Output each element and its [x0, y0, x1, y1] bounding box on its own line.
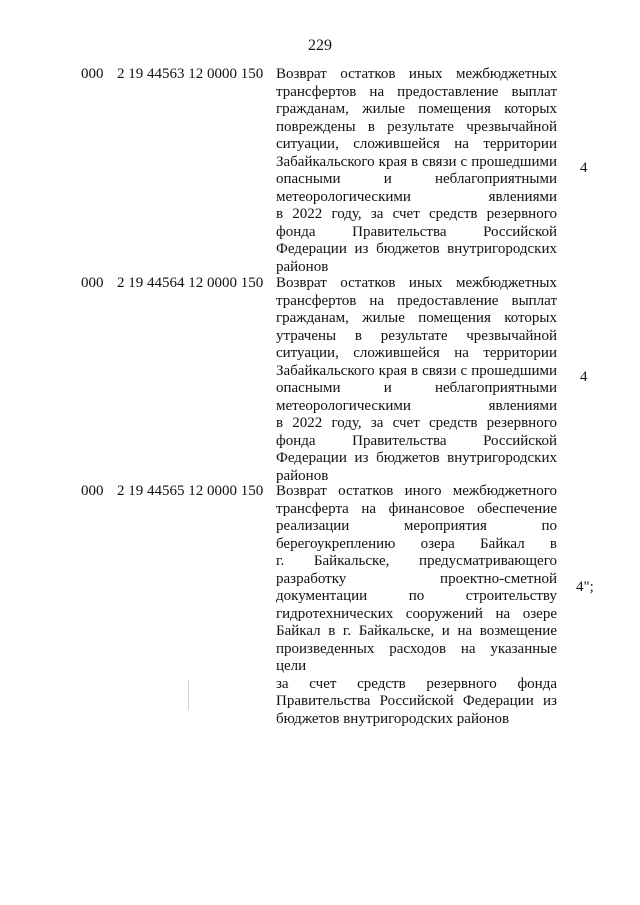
description-line: Правительства Российской Федерации из	[276, 693, 557, 709]
description-line: гражданам, жилые помещения которых	[276, 101, 557, 117]
description-line: метеорологическими явлениями	[276, 397, 557, 414]
description-line: Возврат остатков иных межбюджетных	[276, 275, 557, 291]
description-line: гидротехнических сооружений на озере	[276, 605, 557, 622]
income-description	[276, 275, 557, 485]
description-line: произведенных расходов на указанные цели	[276, 640, 557, 674]
description-line: трансферта на финансовое обеспечение	[276, 500, 557, 517]
amount: 4";	[576, 579, 594, 595]
description-line: ситуации, сложившейся на территории	[276, 345, 557, 361]
description-line: повреждены в результате чрезвычайной	[276, 118, 557, 135]
description-line: районов	[276, 467, 329, 484]
description-line: в 2022 году, за счет средств резервного	[276, 415, 557, 431]
description-line: утрачены в результате чрезвычайной	[276, 327, 557, 344]
description-line: Федерации из бюджетов внутригородских	[276, 450, 557, 466]
description-line: районов	[276, 258, 329, 275]
description-line: трансфертов на предоставление выплат	[276, 83, 557, 100]
description-line: Забайкальского края в связи с прошедшими	[276, 362, 557, 379]
admin-code: 000	[81, 275, 104, 291]
description-line: бюджетов внутригородских районов	[276, 710, 510, 727]
description-line: опасными и неблагоприятными	[276, 171, 557, 187]
amount: 4	[580, 160, 588, 176]
description-line: Возврат остатков иных межбюджетных	[276, 66, 557, 82]
description-line: в 2022 году, за счет средств резервного	[276, 206, 557, 222]
description-line: ситуации, сложившейся на территории	[276, 136, 557, 152]
description-line: берегоукреплению озера Байкал в	[276, 535, 557, 552]
description-line: опасными и неблагоприятными	[276, 380, 557, 396]
description-line: метеорологическими явлениями	[276, 188, 557, 205]
admin-code: 000	[81, 66, 104, 82]
amount: 4	[580, 369, 588, 385]
description-line: г. Байкальске, предусматривающего	[276, 553, 557, 569]
description-line: Федерации из бюджетов внутригородских	[276, 241, 557, 257]
description-line: гражданам, жилые помещения которых	[276, 310, 557, 326]
page-number: 229	[308, 37, 332, 54]
income-description	[276, 483, 557, 728]
description-line: документации по строительству	[276, 588, 557, 604]
description-line: Забайкальского края в связи с прошедшими	[276, 153, 557, 170]
description-line: Байкал в г. Байкальске, и на возмещение	[276, 623, 557, 639]
description-line: фонда Правительства Российской	[276, 223, 557, 240]
income-description	[276, 66, 557, 276]
budget-classification-code: 2 19 44565 12 0000 150	[117, 483, 264, 499]
description-line: трансфертов на предоставление выплат	[276, 292, 557, 309]
description-line: фонда Правительства Российской	[276, 432, 557, 449]
description-line: за счет средств резервного фонда	[276, 675, 557, 692]
scan-artifact	[188, 680, 189, 710]
description-line: Возврат остатков иного межбюджетного	[276, 483, 557, 499]
admin-code: 000	[81, 483, 104, 499]
budget-classification-code: 2 19 44563 12 0000 150	[117, 66, 264, 82]
budget-classification-code: 2 19 44564 12 0000 150	[117, 275, 264, 291]
description-line: разработку проектно-сметной	[276, 570, 557, 587]
description-line: реализации мероприятия по	[276, 518, 557, 534]
